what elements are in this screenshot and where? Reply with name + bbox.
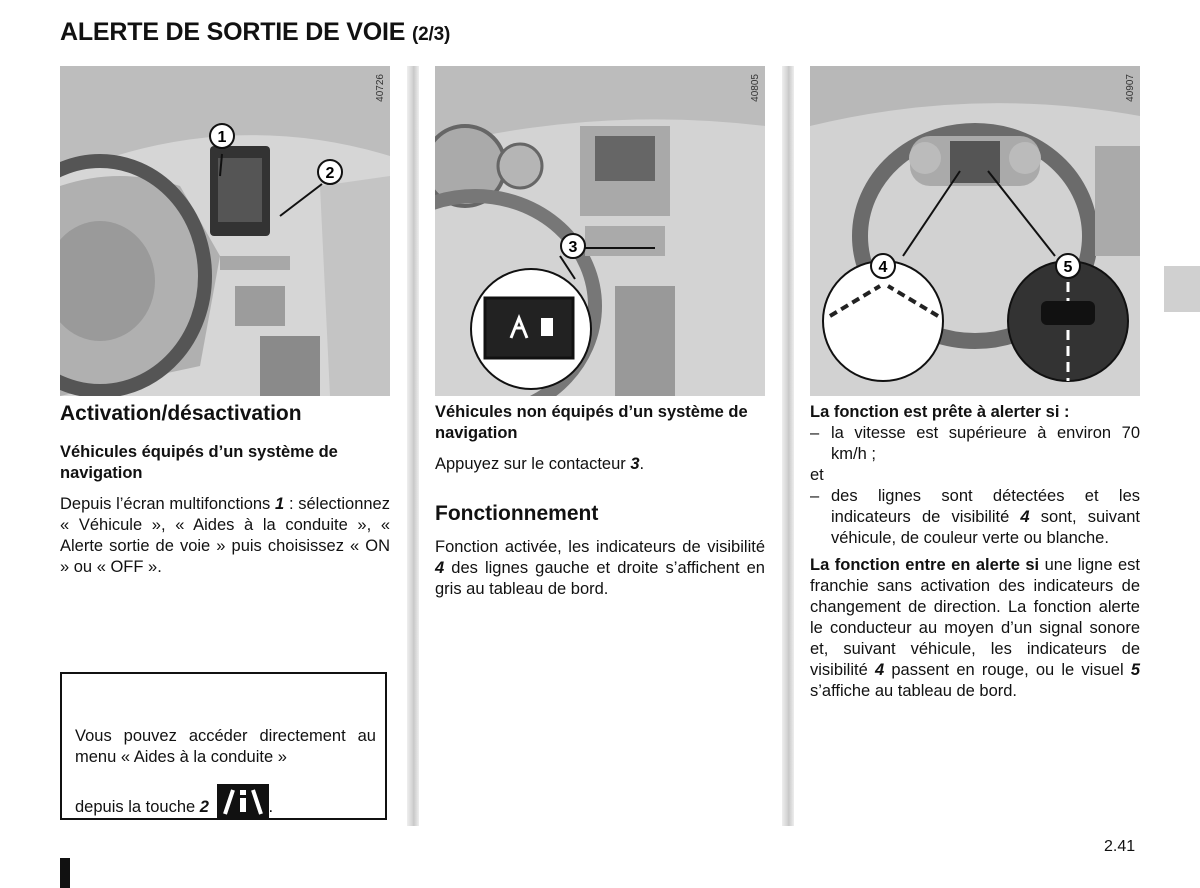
column-separator [407, 66, 419, 826]
paragraph: Fonction activée, les indicateurs de visibilité 4 des lignes gauche et droite s’affichent en gris au tableau de bord. [435, 538, 765, 598]
lane-assist-key-icon [217, 784, 269, 818]
conjunction: et [810, 466, 824, 484]
intro: La fonction est prête à alerter si : [810, 403, 1070, 421]
figure-code: 40907 [1125, 74, 1136, 102]
note-text: Vous pouvez accéder directement au menu « Aides à la conduite » [75, 726, 376, 766]
corner-mark [60, 858, 70, 888]
callout-3: 3 [568, 239, 578, 256]
page-number: 2.41 [1104, 838, 1136, 855]
paragraph: Depuis l’écran multifonctions 1 : sélectionnez « Véhicule », « Aides à la conduite », « Alerte sortie de voie » puis choisissez « ON » ou « OFF ». [60, 495, 390, 576]
callout-2: 2 [325, 165, 335, 182]
note-text-2: depuis la touche 2 . [75, 784, 376, 818]
callout-1: 1 [217, 129, 227, 146]
figure-code: 40805 [750, 74, 761, 102]
column-separator [782, 66, 794, 826]
callout-4: 4 [878, 259, 888, 276]
subheading: Véhicules non équipés d’un système de navigation [435, 403, 748, 442]
column-non-navigation [435, 402, 765, 600]
subheading: Véhicules équipés d’un système de navigation [60, 443, 338, 482]
dashboard-illustration-2 [435, 66, 765, 396]
dashboard-illustration-1 [60, 66, 390, 396]
paragraph: La fonction entre en alerte si une ligne est franchie sans activation des indicateurs de changement de direction. La fonction alerte le conducteur au moyen d’un signal sonore et, suivant véhicule, les indicateurs de visibilité 4 passent en rouge, ou le visuel 5 s’affiche au tableau de bord. [810, 556, 1140, 700]
dashboard-illustration-3 [810, 66, 1140, 396]
info-note [60, 672, 387, 820]
page-title: ALERTE DE SORTIE DE VOIE (2/3) [60, 18, 451, 46]
section-heading: Fonctionnement [435, 502, 599, 525]
list-item: – des lignes sont détectées et les indicateurs de visibilité 4 sont, suivant véhicule, de couleur verte ou blanche. [810, 487, 1140, 547]
paragraph: Appuyez sur le contacteur 3. [435, 455, 645, 473]
list-item: – la vitesse est supérieure à environ 70 km/h ; [810, 424, 1140, 463]
callout-5: 5 [1063, 259, 1073, 276]
column-activation [60, 401, 390, 578]
section-heading: Activation/désactivation [60, 402, 302, 425]
figure-code: 40726 [375, 74, 386, 102]
section-thumb-tab [1164, 266, 1200, 312]
column-conditions [810, 402, 1140, 702]
